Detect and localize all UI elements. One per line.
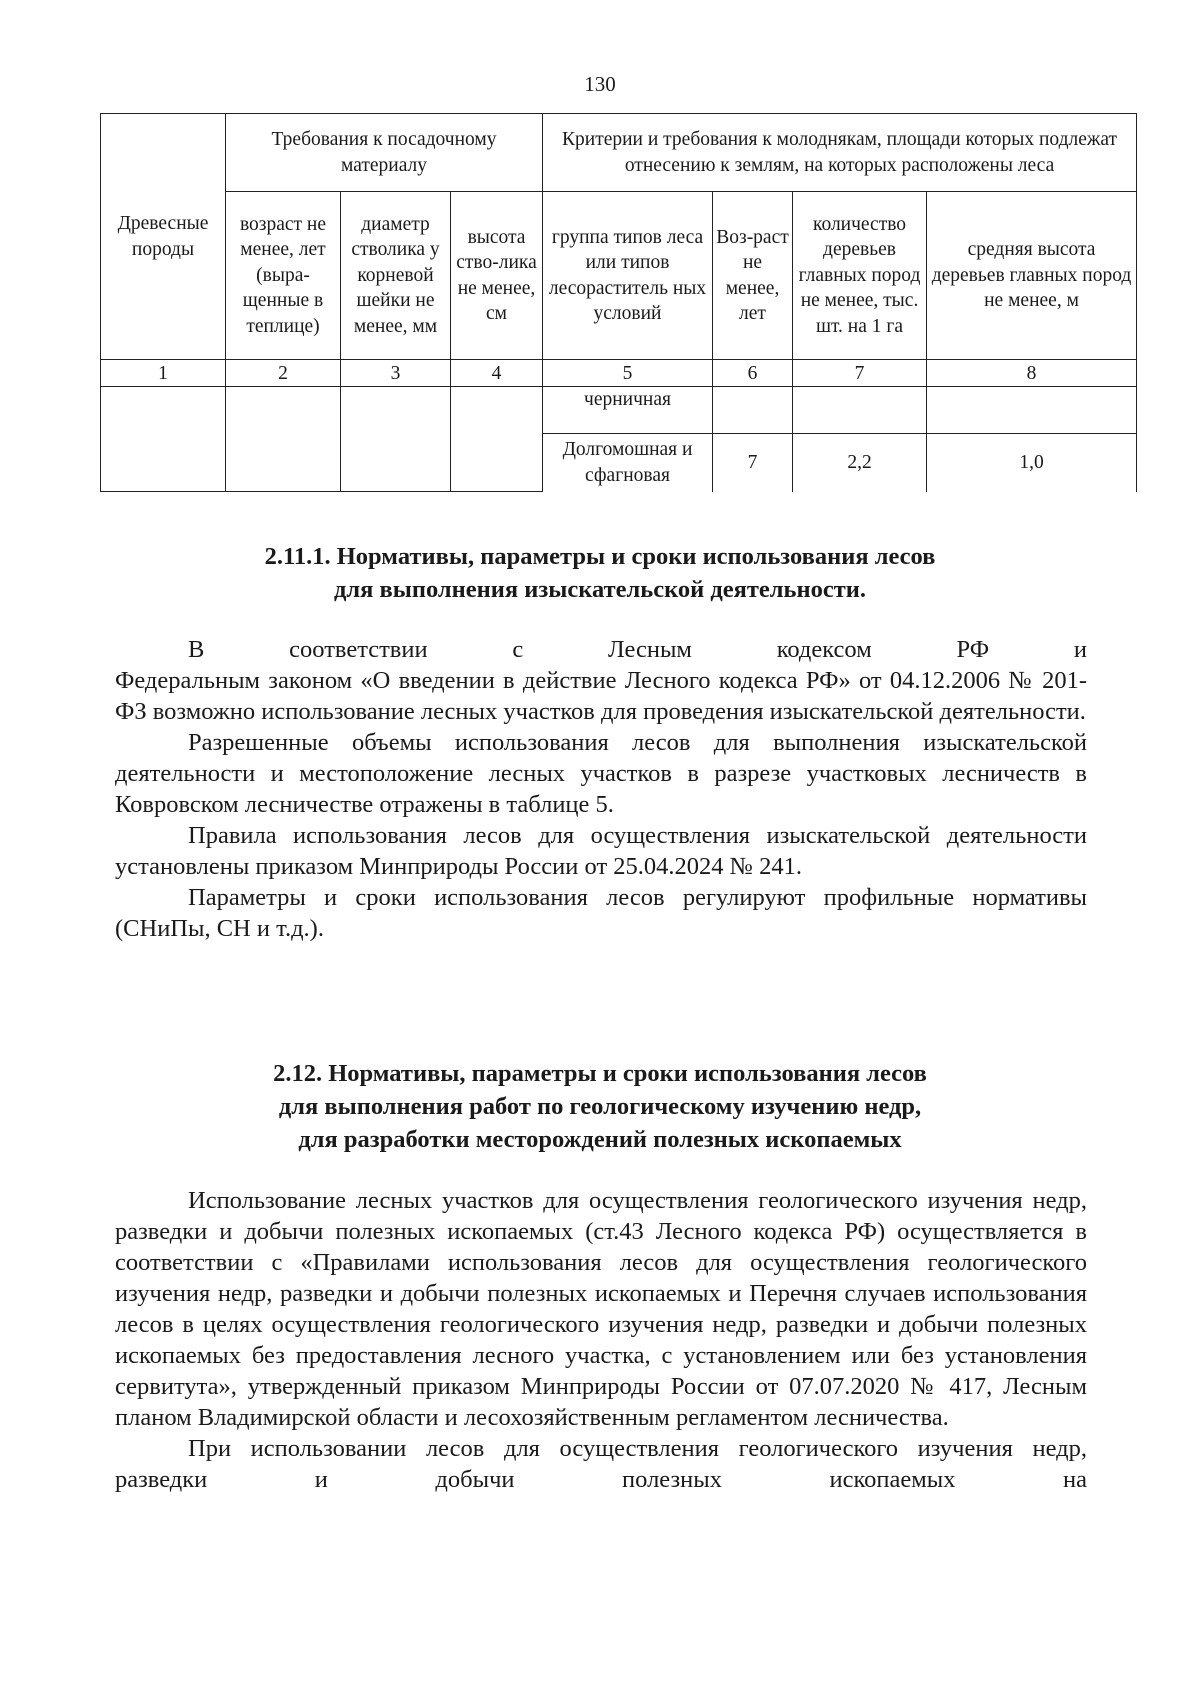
forest-type-cell: Долгомошная и сфагновая: [543, 434, 713, 492]
table-cell: [226, 387, 341, 492]
stand-age-cell: 7: [713, 434, 793, 492]
section-2-11-1-body: [115, 634, 1087, 944]
section-2-12-body: [115, 1185, 1087, 1495]
paragraph: Разрешенные объемы использования лесов для выполнения изыскательской деятельности и местоположение лесных участков в разрезе участковых лесничеств в Ковровском лесничестве отражены в таблице 5.: [115, 729, 1087, 818]
header-mean-height: средняя высота деревьев главных пород не менее, м: [927, 192, 1137, 360]
header-forest-type: группа типов леса или типов лесораститель ных условий: [543, 192, 713, 360]
section-2-12-title: 2.12. Нормативы, параметры и сроки использования лесов для выполнения работ по геологическому изучению недр, для разработки месторождений полезных ископаемых: [273, 1060, 927, 1153]
column-number: 3: [341, 360, 451, 387]
column-number: 8: [927, 360, 1137, 387]
column-number: 2: [226, 360, 341, 387]
table-cell: [451, 387, 543, 492]
requirements-table: [100, 113, 1137, 492]
column-number: 4: [451, 360, 543, 387]
header-stem-diameter: диаметр стволика у корневой шейки не менее, мм: [341, 192, 451, 360]
header-planting-material: Требования к посадочному материалу: [226, 114, 543, 192]
forest-type-cell: черничная: [543, 387, 713, 434]
table-cell: [927, 387, 1137, 434]
paragraph: Правила использования лесов для осуществления изыскательской деятельности установлены приказом Минприроды России от 25.04.2024 № 241.: [115, 822, 1087, 880]
paragraph: В соответствии с Лесным кодексом РФ и: [188, 636, 1087, 663]
page-number: 130: [584, 72, 616, 96]
column-number: 1: [101, 360, 226, 387]
table-cell: [793, 387, 927, 434]
table-cell: [101, 387, 226, 492]
column-number: 5: [543, 360, 713, 387]
paragraph: Использование лесных участков для осуществления геологического изучения недр, разведки и добычи полезных ископаемых (ст.43 Лесного кодекса РФ) осуществляется в соответствии с «Правилами использования лесов для осуществления геологического изучения недр, разведки и добычи полезных ископаемых и Перечня случаев использования лесов в целях осуществления геологического изучения недр, разведки и добычи полезных ископаемых без предоставления лесного участка, с установлением или без установления сервитута», утвержденный приказом Минприроды России от 07.07.2020 № 417, Лесным планом Владимирской области и лесохозяйственным регламентом лесничества.: [115, 1187, 1087, 1431]
header-age: возраст не менее, лет (выра-щенные в теплице): [226, 192, 341, 360]
table-cell: [341, 387, 451, 492]
header-young-stands-criteria: Критерии и требования к молоднякам, площади которых подлежат отнесению к землям, на которых расположены леса: [543, 114, 1137, 192]
header-stand-age: Воз-раст не менее, лет: [713, 192, 793, 360]
tree-count-cell: 2,2: [793, 434, 927, 492]
header-species: Древесные породы: [101, 114, 226, 360]
header-stem-height: высота ство-лика не менее, см: [451, 192, 543, 360]
paragraph: Параметры и сроки использования лесов регулируют профильные нормативы (СНиПы, СН и т.д.).: [115, 884, 1087, 942]
section-2-11-1-title: 2.11.1. Нормативы, параметры и сроки использования лесов для выполнения изыскательской деятельности.: [264, 543, 936, 603]
paragraph: При использовании лесов для осуществления геологического изучения недр, разведки и добычи полезных ископаемых на: [115, 1435, 1087, 1493]
table-cell: [713, 387, 793, 434]
column-number: 7: [793, 360, 927, 387]
paragraph: Федеральным законом «О введении в действие Лесного кодекса РФ» от 04.12.2006 № 201-ФЗ возможно использование лесных участков для проведения изыскательской деятельности.: [115, 667, 1087, 725]
column-number: 6: [713, 360, 793, 387]
mean-height-cell: 1,0: [927, 434, 1137, 492]
header-tree-count: количество деревьев главных пород не менее, тыс. шт. на 1 га: [793, 192, 927, 360]
